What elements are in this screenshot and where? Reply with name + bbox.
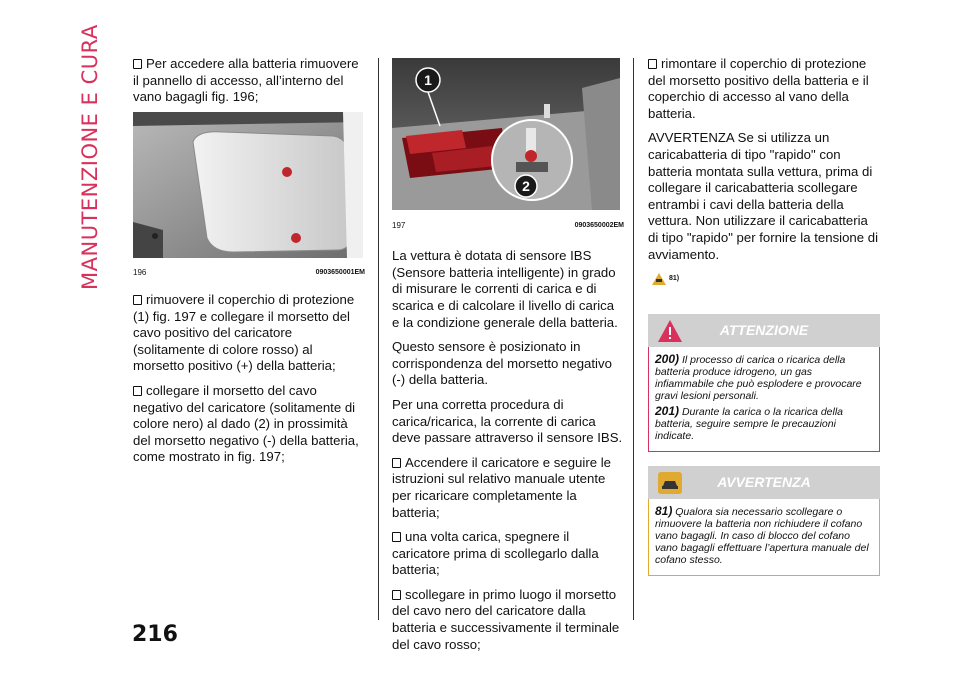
- column-2: [392, 56, 624, 661]
- paragraph: La vettura è dotata di sensore IBS (Sensore batteria intelligente) in grado di misurare le correnti di carica e di scarica e di calcolare il livello di carica e la condizione generale della batteria.: [392, 248, 618, 330]
- paragraph: Per una corretta procedura di carica/ricarica, la corrente di carica deve passare attraverso il sensore IBS.: [392, 396, 623, 446]
- figure-caption: [392, 218, 624, 235]
- column-divider: [633, 58, 634, 620]
- section-title-text: MANUTENZIONE E CURA: [78, 24, 102, 290]
- avvertenza-content: 81) Qualora sia necessario scollegare o rimuovere la batteria non richiudere il cofano vano bagagli. In caso di blocco del cofano vano bagagli effettuare l’apertura manuale del cofano stesso.: [648, 498, 880, 576]
- attenzione-content: 200) Il processo di carica o ricarica della batteria produce idrogeno, un gas infiammabile che può esplodere e provocare gravi lesioni personali. 201) Durante la carica o la ricarica della batteria, seguire sempre le precauzioni indicate.: [648, 346, 880, 452]
- checkbox-bullet-icon: [133, 59, 142, 69]
- figure-196: [133, 112, 365, 282]
- paragraph: scollegare in primo luogo il morsetto del cavo nero del caricatore dalla batteria e successivamente il terminale del cavo rosso;: [392, 586, 620, 652]
- paragraph: AVVERTENZA Se si utilizza un caricabatteria di tipo "rapido" con batteria montata sulla vettura, prima di collegare il caricabatteria scollegare entrambi i cavi della batteria della vettura. Non utilizzare il caricabatteria di tipo "rapido" per fornire la tensione di avviamento.: [648, 130, 879, 262]
- avvertenza-box: [648, 466, 880, 576]
- figure-code: 0903650001EM: [315, 269, 365, 277]
- avvertenza-header: [648, 466, 880, 499]
- paragraph: Per accedere alla batteria rimuovere il pannello di accesso, all’interno del vano bagagli fig. 196;: [133, 56, 359, 105]
- checkbox-bullet-icon: [133, 295, 142, 305]
- car-warning-icon: [652, 273, 666, 285]
- callout-1: 1: [424, 72, 432, 88]
- checkbox-bullet-icon: [392, 590, 401, 600]
- figure-number: 196: [133, 268, 147, 278]
- paragraph: Questo sensore è posizionato in corrispondenza del morsetto negativo (-) della batteria.: [392, 339, 612, 388]
- car-warning-icon: [658, 472, 682, 494]
- attenzione-title: ATTENZIONE: [719, 321, 809, 338]
- figure-caption: [133, 265, 365, 282]
- section-title-vertical: [78, 24, 118, 290]
- figure-code: 0903650002EM: [574, 221, 624, 229]
- paragraph: rimontare il coperchio di protezione del morsetto positivo della batteria e il coperchio di accesso al vano della batteria.: [648, 56, 869, 121]
- column-1: [133, 56, 365, 474]
- paragraph: una volta carica, spegnere il caricatore prima di scollegarlo dalla batteria;: [392, 529, 599, 578]
- trunk-panel-image: [133, 112, 363, 258]
- battery-terminal-image: [392, 58, 620, 210]
- attenzione-header: [648, 314, 880, 347]
- page-number: 216: [132, 622, 178, 647]
- callout-2: 2: [522, 178, 530, 194]
- reference-note: 81): [652, 271, 880, 288]
- paragraph: collegare il morsetto del cavo negativo del caricatore (solitamente di colore nero) al dado (2) in prossimità del morsetto negativo (-) della batteria, come mostrato in fig. 197;: [133, 382, 359, 465]
- checkbox-bullet-icon: [392, 532, 401, 542]
- column-divider: [378, 58, 379, 620]
- column-3: [648, 56, 880, 576]
- figure-197: [392, 58, 624, 234]
- avvertenza-title: AVVERTENZA: [717, 473, 811, 490]
- figure-number: 197: [392, 220, 406, 230]
- danger-triangle-icon: [658, 320, 682, 342]
- paragraph: Accendere il caricatore e seguire le istruzioni sul relativo manuale utente per ricaricare completamente la batteria;: [392, 454, 611, 520]
- attenzione-box: [648, 314, 880, 452]
- checkbox-bullet-icon: [392, 458, 401, 468]
- checkbox-bullet-icon: [648, 59, 657, 69]
- checkbox-bullet-icon: [133, 386, 142, 396]
- paragraph: rimuovere il coperchio di protezione (1) fig. 197 e collegare il morsetto del cavo positivo del caricatore (solitamente di colore rosso) al morsetto positivo (+) della batteria;: [133, 291, 355, 374]
